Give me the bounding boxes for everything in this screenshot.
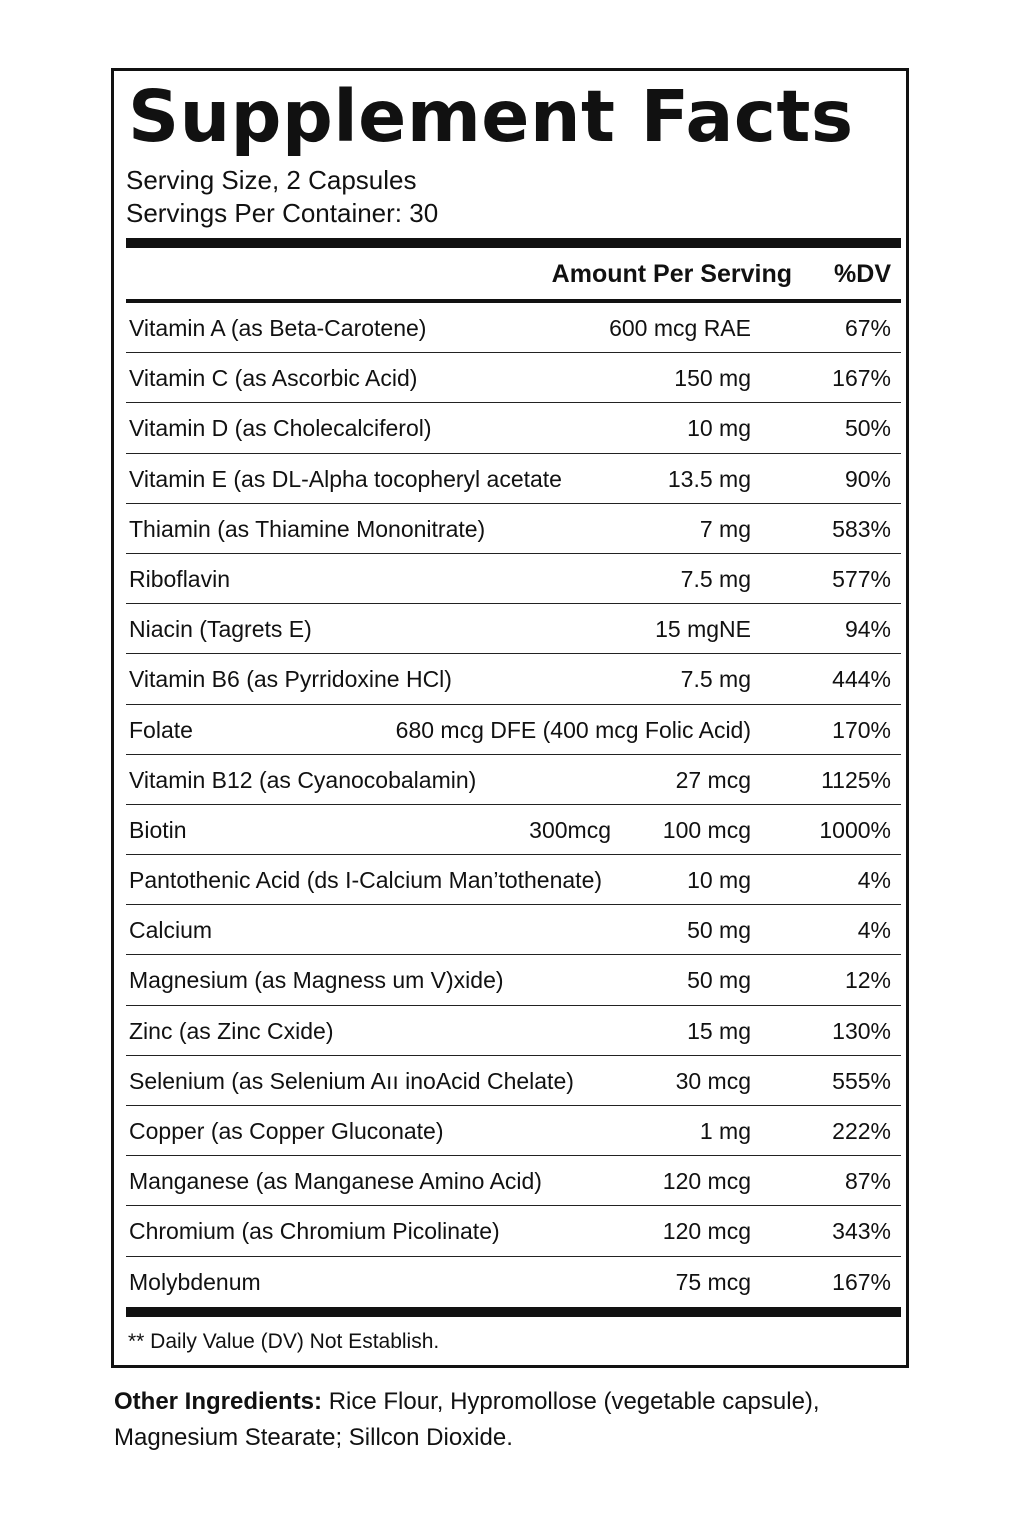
nutrient-amount: 150 mg (674, 365, 751, 392)
nutrient-amount: 27 mcg (675, 766, 751, 793)
header-dv: %DV (834, 260, 891, 288)
nutrient-name: Selenium (as Selenium Aıı inoAcid Chelate) (129, 1067, 574, 1094)
nutrient-dv: 577% (832, 565, 891, 592)
nutrient-dv: 343% (832, 1218, 891, 1245)
nutrient-dv: 94% (844, 616, 891, 643)
nutrient-dv: 87% (844, 1168, 891, 1195)
table-row (126, 654, 901, 704)
table-row (126, 1006, 901, 1056)
nutrient-dv: 67% (844, 315, 891, 341)
nutrient-name: Magnesium (as Magness um V)xide) (129, 967, 504, 994)
nutrient-amount: 50 mg (687, 967, 751, 994)
table-row (126, 504, 901, 554)
top-divider-bar (126, 238, 901, 248)
nutrient-dv: 555% (832, 1067, 891, 1094)
nutrient-name: Vitamin E (as DL-Alpha tocopheryl acetate (129, 465, 562, 492)
nutrient-name: Riboflavin (129, 565, 230, 592)
nutrient-name: Pantothenic Acid (ds I-Calcium Man’tothenate) (129, 867, 603, 894)
table-row (126, 705, 901, 755)
nutrient-amount: 680 mcg DFE (400 mcg Folic Acid) (395, 716, 751, 743)
table-row (126, 1156, 901, 1206)
nutrient-amount: 7.5 mg (680, 565, 751, 592)
header-amount-per-serving: Amount Per Serving (551, 260, 792, 288)
nutrient-amount: 7 mg (699, 515, 751, 542)
panel-title: Supplement Facts (128, 75, 854, 158)
nutrient-amount: 30 mcg (675, 1067, 751, 1094)
table-row (126, 1257, 901, 1307)
supplement-facts-panel (111, 68, 909, 1368)
servings-per-container: Servings Per Container: 30 (126, 198, 439, 228)
nutrient-name: Thiamin (as Thiamine Mononitrate) (129, 515, 486, 542)
other-ingredients-label: Other Ingredients: (114, 1388, 323, 1415)
table-row (126, 1056, 901, 1106)
nutrient-dv: 50% (844, 415, 891, 442)
table-row (126, 604, 901, 654)
nutrient-dv: 1125% (821, 766, 891, 793)
nutrient-amount: 15 mgNE (655, 616, 751, 643)
nutrient-dv: 222% (832, 1118, 891, 1144)
nutrient-table (126, 303, 901, 1307)
nutrient-dv: 170% (832, 716, 891, 743)
table-row (126, 403, 901, 453)
nutrient-name: Vitamin C (as Ascorbic Acid) (129, 365, 418, 392)
nutrient-name: Niacin (Tagrets E) (129, 616, 312, 643)
nutrient-name: Vitamin B6 (as Pyrridoxine HCl) (129, 666, 452, 693)
table-header (126, 256, 901, 292)
nutrient-name: Zinc (as Zinc Cxide) (129, 1017, 334, 1044)
nutrient-dv: 90% (844, 465, 891, 492)
nutrient-dv: 4% (857, 867, 891, 894)
nutrient-dv: 167% (832, 1268, 891, 1295)
nutrient-amount: 7.5 mg (680, 666, 751, 693)
table-row (126, 454, 901, 504)
table-row (126, 905, 901, 955)
nutrient-name: Biotin (129, 816, 187, 843)
other-ingredients-text: Rice Flour, Hypromollose (vegetable capsule), Magnesium Stearate; Sillcon Dioxide. (114, 1388, 820, 1451)
other-ingredients (114, 1384, 914, 1456)
nutrient-amount: 120 mcg (662, 1218, 751, 1245)
nutrient-dv: 1000% (819, 816, 891, 843)
nutrient-extra-amount: 300mcg (529, 816, 611, 843)
nutrient-amount: 50 mg (687, 917, 751, 944)
nutrient-dv: 12% (844, 967, 891, 994)
nutrient-name: Calcium (129, 917, 213, 944)
table-row (126, 805, 901, 855)
nutrient-amount: 600 mcg RAE (609, 315, 751, 341)
nutrient-name: Copper (as Copper Gluconate) (129, 1118, 444, 1144)
nutrient-dv: 583% (832, 515, 891, 542)
nutrient-dv: 4% (857, 917, 891, 944)
nutrient-dv: 130% (832, 1017, 891, 1044)
table-row (126, 755, 901, 805)
nutrient-name: Vitamin A (as Beta-Carotene) (129, 315, 427, 341)
table-row (126, 1106, 901, 1156)
nutrient-name: Manganese (as Manganese Amino Acid) (129, 1168, 542, 1195)
nutrient-amount: 10 mg (687, 415, 751, 442)
nutrient-dv: 167% (832, 365, 891, 392)
footnote: ** Daily Value (DV) Not Establish. (128, 1330, 440, 1353)
nutrient-amount: 10 mg (687, 867, 751, 894)
nutrient-amount: 120 mcg (662, 1168, 751, 1195)
serving-size: Serving Size, 2 Capsules (126, 165, 417, 195)
table-row (126, 855, 901, 905)
nutrient-dv: 444% (832, 666, 891, 693)
nutrient-name: Vitamin B12 (as Cyanocobalamin) (129, 766, 477, 793)
nutrient-amount: 13.5 mg (667, 465, 751, 492)
nutrient-name: Folate (129, 716, 193, 743)
table-row (126, 1206, 901, 1256)
bottom-divider-bar (126, 1307, 901, 1317)
nutrient-name: Chromium (as Chromium Picolinate) (129, 1218, 500, 1245)
table-row (126, 303, 901, 353)
table-row (126, 955, 901, 1005)
table-row (126, 353, 901, 403)
nutrient-name: Vitamin D (as Cholecalciferol) (129, 415, 432, 442)
nutrient-amount: 100 mcg (662, 816, 751, 843)
nutrient-amount: 1 mg (699, 1118, 751, 1144)
nutrient-name: Molybdenum (129, 1268, 261, 1295)
nutrient-amount: 15 mg (687, 1017, 751, 1044)
table-row (126, 554, 901, 604)
nutrient-amount: 75 mcg (675, 1268, 751, 1295)
